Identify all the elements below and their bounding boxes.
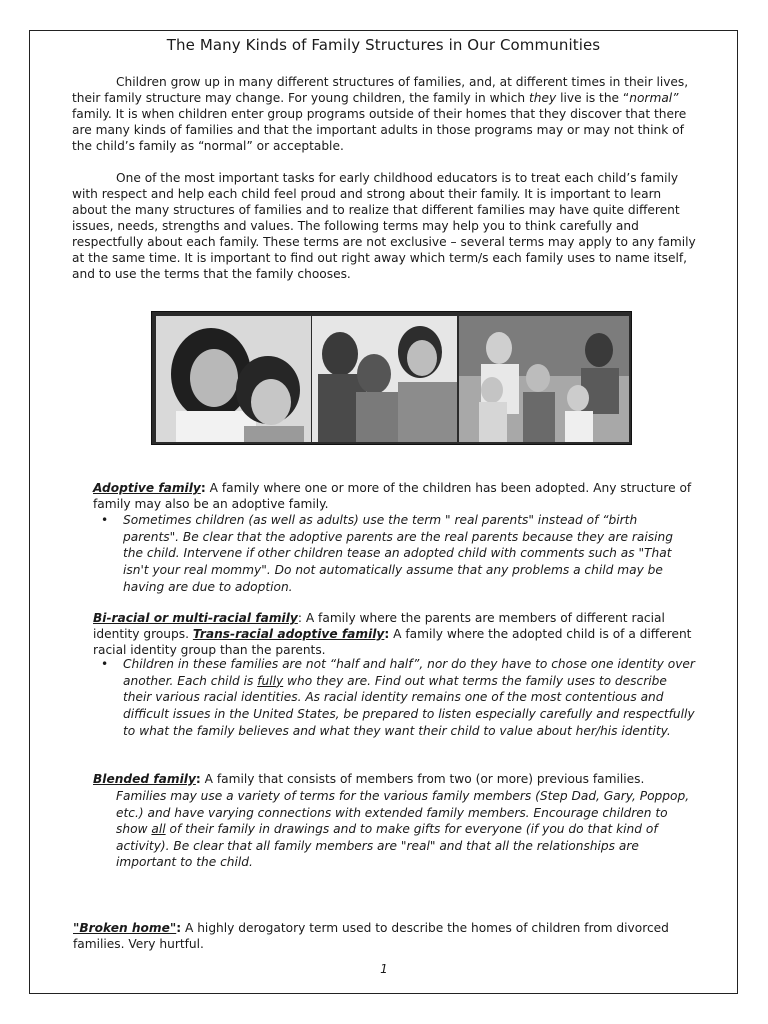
broken-home-definition: A highly derogatory term used to describe the homes of children from divorced families. Very hurtful. [73,921,669,951]
blended-note-a: Families may use a variety of terms for the various family members (Step Dad, Gary, Poppop, etc.) and have varying connections with extended family members. Encourage children to show [116,789,690,836]
intro-paragraph-2 [72,170,697,282]
broken-home-entry [73,920,698,952]
blended-family-note [116,788,696,871]
adoptive-family-term: Adoptive family [93,481,201,495]
biracial-family-term: Bi-racial or multi-racial family [93,611,298,625]
adoptive-family-definition: A family where one or more of the children has been adopted. Any structure of family may also be an adoptive family. [93,481,692,511]
adoptive-family-entry [93,480,693,512]
blended-family-term: Blended family [93,772,196,786]
biracial-family-note [101,656,696,740]
biracial-note-c: who they are. Find out what terms the family uses to describe their various racial identities. As racial identity remains one of the most contentious and difficult issues in the United States, be prepared to listen especially carefully and respectfully to what the family believes and what they want their child to value about her/his identity. [123,673,695,738]
transracial-colon: : [384,627,390,641]
p1-text-c: live is the “ [556,91,630,105]
p1-emph-normal: normal” [629,91,679,105]
biracial-family-notes [101,656,696,740]
transracial-family-term: Trans-racial adoptive family [192,627,385,641]
family-photo-family-of-five [459,316,629,442]
p1-text-a: Children grow up in many different structures of families, and, at different times in their lives, their family structure may change. For young children, the family in which [72,75,689,105]
biracial-colon: : [297,611,302,625]
biracial-family-entry [93,610,693,658]
adoptive-family-notes [101,512,696,596]
p1-text-e: family. It is when children enter group programs outside of their homes that they discover that there are many kinds of families and that the important adults in those programs may or may not think of the child’s family as “normal” or acceptable. [72,107,687,153]
p1-emph-they: they [529,91,557,105]
blended-note-c: of their family in drawings and to make gifts for everyone (if you do that kind of activity). Be clear that all family members are "real" and that all the relationships are important to the child. [116,822,658,869]
biracial-note-fully: fully [257,673,284,688]
transracial-family-definition: A family where the adopted child is of a different racial identity group than the parents. [93,627,692,657]
intro-paragraph-1 [72,74,697,154]
blended-colon: : [195,772,201,786]
family-photo-parents-child [312,316,457,442]
family-photo-strip [151,311,632,445]
page-number: 1 [380,962,388,976]
broken-home-term: "Broken home" [73,921,177,935]
blended-family-entry [93,771,693,787]
family-photo-mother-daughter [156,316,311,442]
blended-family-definition: A family that consists of members from two (or more) previous families. [200,772,645,786]
blended-note-all: all [151,822,166,836]
adoptive-family-note: • Sometimes children (as well as adults) use the term " real parents" instead of “birth parents". Be clear that the adoptive parents are the real parents because they are raising the child. Intervene if other children tease an adopted child with comments such as "That isn't your real mommy". Do not automatically assume that any problems a child may be having are due to adoption. [101,512,696,596]
biracial-family-definition: A family where the parents are members of different racial identity groups. [93,611,665,641]
page-title: The Many Kinds of Family Structures in Our Communities [166,36,601,54]
broken-colon: : [176,921,182,935]
biracial-note-a: Children in these families are not “half and half”, nor do they have to chose one identity over another. Each child is [123,657,695,688]
adoptive-colon: : [200,481,206,495]
p2-text: One of the most important tasks for early childhood educators is to treat each child’s family with respect and help each child feel proud and strong about their family. It is important to learn about the many structures of families and to realize that different families may have quite different issues, needs, strengths and values. The following terms may help you to think carefully and respectfully about each family. These terms are not exclusive – several terms may apply to any family at the same time. It is important to find out right away which term/s each family uses to name itself, and to use the terms that the family chooses. [72,171,696,281]
